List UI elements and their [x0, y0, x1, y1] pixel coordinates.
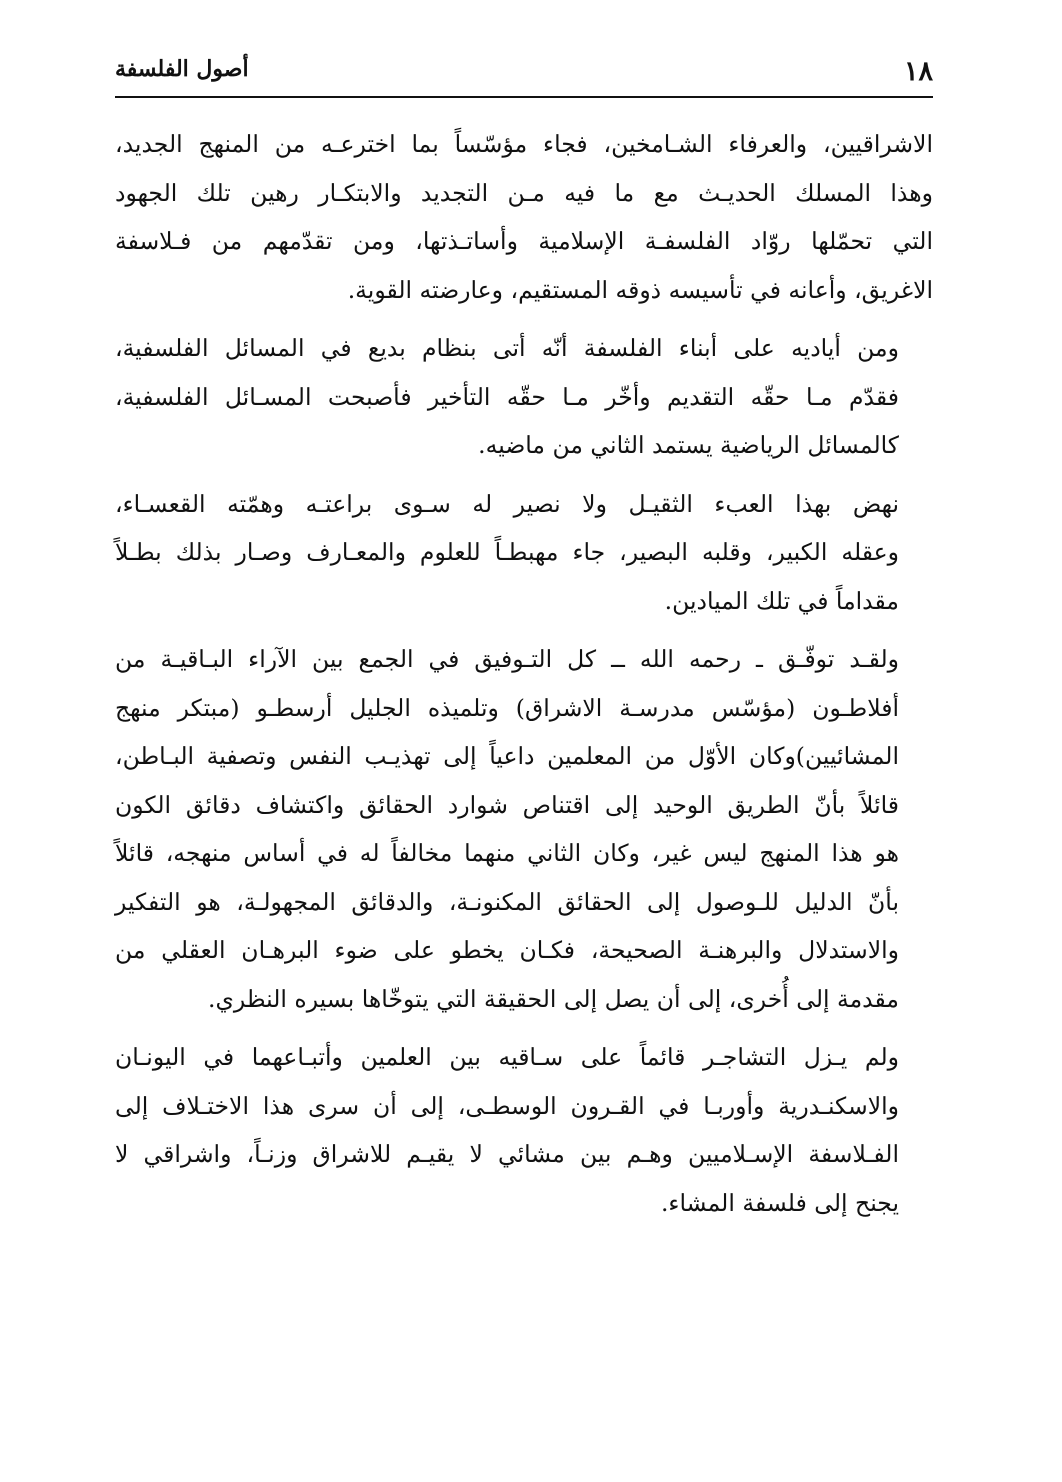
text-line: يجنح إلى فلسفة المشاء.	[660, 1188, 899, 1217]
paragraph	[115, 1033, 933, 1227]
running-header	[115, 48, 933, 98]
text-line: والاستدلال والبرهنـة الصحيحة، فكـان يخطو على ضوء البرهـان العقلي من	[115, 936, 899, 964]
text-line: وعقله الكبير، وقلبه البصير، جاء مهبطـاً للعلوم والمعـارف وصـار بذلك بطـلاً	[115, 538, 899, 566]
text-line: وهذا المسلك الحديـث مع ما فيه مـن التجديد والابتكـار رهين تلك الجهود	[115, 178, 933, 207]
text-line: الفـلاسفة الإسـلاميين وهـم بين مشائي لا يقيـم للاشراق وزنـاً، واشراقي لا	[115, 1140, 899, 1168]
text-line: مقدمة إلى أُخرى، إلى أن يصل إلى الحقيقة التي يتوخّاها بسيره النظري.	[208, 984, 899, 1013]
text-line: ومن أياديه على أبناء الفلسفة أنّه أتى بنظام بديع في المسائل الفلسفية،	[115, 334, 899, 362]
text-line: ولم يـزل التشاجـر قائماً على سـاقيه بين العلمين وأتبـاعهما في اليونـان	[115, 1043, 899, 1071]
book-page	[115, 48, 933, 1448]
text-line: المشائيين)وكان الأوّل من المعلمين داعياً إلى تهذيـب النفس وتصفية البـاطن،	[115, 742, 899, 770]
text-line: التي تحمّلها روّاد الفلسفـة الإسلامية وأساتـذتها، ومن تقدّمهم من فـلاسفة	[115, 227, 933, 255]
text-line: فقدّم مـا حقّه التقديم وأخّر مـا حقّه التأخير فأصبحت المسـائل الفلسفية،	[115, 382, 899, 411]
text-line: والاسكنـدرية وأوربـا في القـرون الوسطـى، إلى أن سرى هذا الاختـلاف إلى	[115, 1091, 899, 1120]
book-title: أصول الفلسفة	[115, 56, 249, 82]
text-line: مقداماً في تلك الميادين.	[664, 586, 899, 615]
paragraph	[115, 480, 933, 626]
text-line: الاشراقيين، والعرفاء الشـامخين، فجاء مؤسّساً بما اخترعـه من المنهج الجديد،	[115, 130, 933, 158]
paragraph	[115, 324, 933, 470]
body-text	[115, 120, 933, 1227]
text-line: نهض بهذا العبء الثقيـل ولا نصير له سـوى براعتـه وهمّته القعسـاء،	[115, 489, 899, 518]
paragraph	[115, 120, 933, 314]
text-line: بأنّ الدليل للـوصول إلى الحقائق المكنونـة، والدقائق المجهولـة، هو التفكير	[115, 887, 899, 916]
text-line: الاغريق، وأعانه في تأسيسه ذوقه المستقيم، وعارضته القوية.	[347, 275, 933, 304]
text-line: أفلاطـون (مؤسّس مدرسـة الاشراق) وتلميذه الجليل أرسطـو (مبتكر منهج	[115, 693, 899, 722]
text-line: هو هذا المنهج ليس غير، وكان الثاني منهما مخالفاً له في أساس منهجه، قائلاً	[115, 839, 899, 867]
text-line: كالمسائل الرياضية يستمد الثاني من ماضيه.	[478, 431, 899, 459]
text-line: ولقـد توفّـق ـ رحمه الله ــ كل التـوفيق في الجمع بين الآراء البـاقيـة من	[115, 645, 899, 673]
text-line: قائلاً بأنّ الطريق الوحيد إلى اقتناص شوارد الحقائق واكتشاف دقائق الكون	[115, 790, 899, 819]
page-number: ١٨	[903, 56, 933, 87]
paragraph	[115, 635, 933, 1023]
